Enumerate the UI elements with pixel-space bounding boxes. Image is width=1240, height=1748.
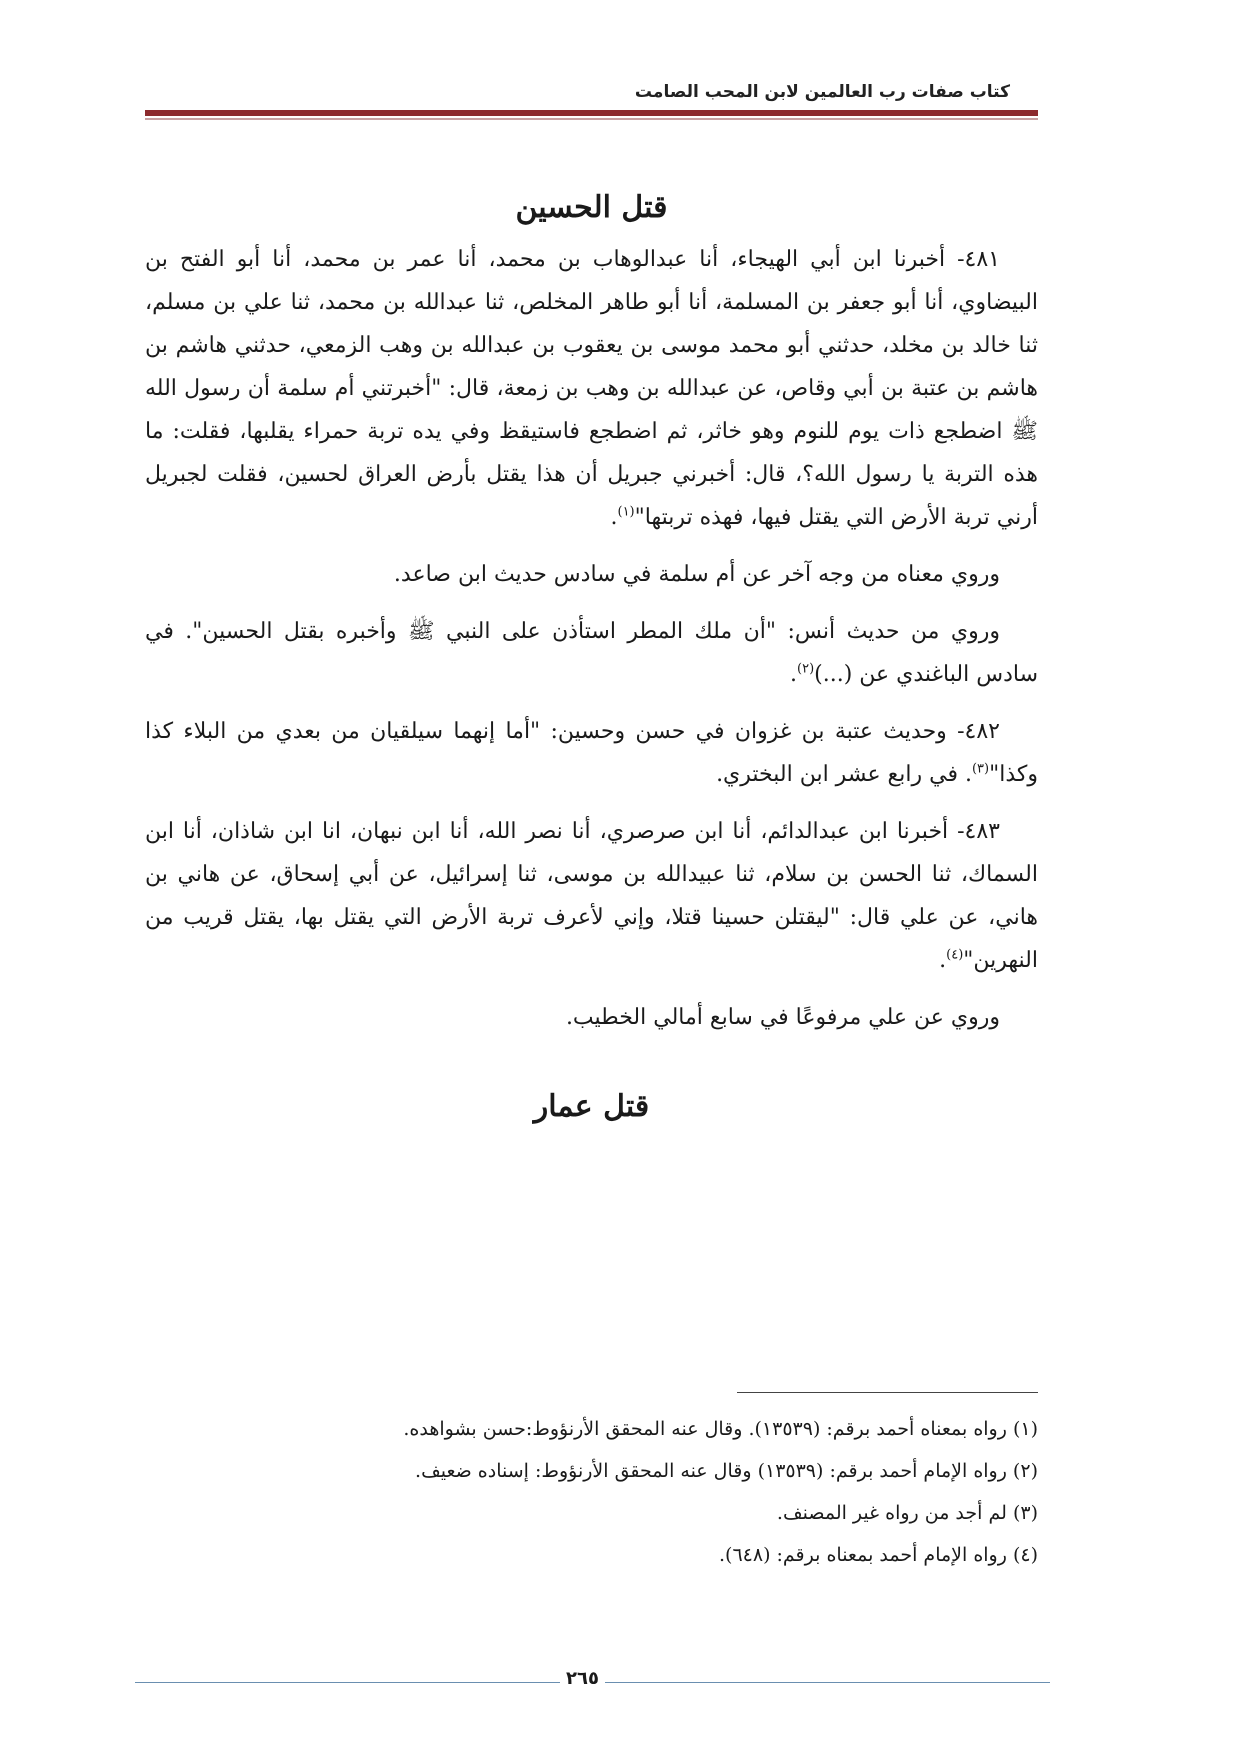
footnote-marker: (١) <box>617 504 635 520</box>
footnote-3: (٣) لم أجد من رواه غير المصنف. <box>776 1502 1038 1524</box>
header-rule <box>145 110 1038 116</box>
section-title-ammar: قتل عمار <box>533 1089 650 1124</box>
paragraph-text: وروي معناه من وجه آخر عن أم سلمة في سادس حديث ابن صاعد. <box>393 562 1000 587</box>
paragraph-tail: . <box>790 662 797 687</box>
paragraph-tail: . في رابع عشر ابن البختري. <box>716 762 972 787</box>
paragraph-text: وروي عن علي مرفوعًا في سابع أمالي الخطيب. <box>565 1005 1000 1030</box>
footnote-4: (٤) رواه الإمام أحمد بمعناه برقم: (٦٤٨). <box>718 1544 1038 1566</box>
header-rule-thin <box>145 118 1038 120</box>
main-content <box>145 178 1038 1137</box>
footnote-1: (١) رواه بمعناه أحمد برقم: (١٣٥٣٩). وقال عنه المحقق الأرنؤوط:حسن بشواهده. <box>403 1418 1038 1440</box>
paragraph-text: ٤٨١- أخبرنا ابن أبي الهيجاء، أنا عبدالوهاب بن محمد، أنا عمر بن محمد، أنا أبو الفتح بن البيضاوي، أنا أبو جعفر بن المسلمة، أنا أبو طاهر المخلص، ثنا عبدالله بن محمد، ثنا علي بن مسلم، ثنا خالد بن مخلد، حدثني أبو محمد موسى بن يعقوب بن عبدالله بن وهب الزمعي، حدثني هاشم بن هاشم بن عتبة بن أبي وقاص، عن عبدالله بن وهب بن زمعة، قال: "أخبرتني أم سلمة أن رسول الله ﷺ اضطجع ذات يوم للنوم وهو خاثر، ثم اضطجع فاستيقظ وفي يده تربة حمراء يقلبها، فقلت: ما هذه التربة يا رسول الله؟، قال: أخبرني جبريل أن هذا يقتل بأرض العراق لحسين، فقلت لجبريل أرني تربة الأرض التي يقتل فيها، فهذه تربتها" <box>145 247 1038 530</box>
hadith-paragraph-482 <box>145 710 1038 796</box>
running-header-title: كتاب صفات رب العالمين لابن المحب الصامت <box>634 82 1010 102</box>
footnote-marker: (٤) <box>946 947 964 963</box>
page-number: ٢٦٥ <box>566 1668 599 1689</box>
footnote-marker: (٢) <box>797 661 815 677</box>
footnote-separator <box>737 1392 1038 1393</box>
paragraph-ali-narration <box>145 996 1038 1039</box>
hadith-paragraph-481 <box>145 238 1038 539</box>
paragraph-text: ٤٨٢- وحديث عتبة بن غزوان في حسن وحسين: "أما إنهما سيلقيان من بعدي من البلاء كذا وكذا" <box>145 719 1038 787</box>
footer-rule-left <box>135 1682 560 1683</box>
paragraph-anas-narration <box>145 610 1038 696</box>
paragraph-narration-note <box>145 553 1038 596</box>
paragraph-text: ٤٨٣- أخبرنا ابن عبدالدائم، أنا ابن صرصري، أنا نصر الله، أنا ابن نبهان، انا ابن شاذان، أنا ابن السماك، ثنا الحسن بن سلام، ثنا عبيدالله بن موسى، ثنا إسرائيل، عن أبي إسحاق، عن هاني بن هاني، عن علي قال: "ليقتلن حسينا قتلا، وإني لأعرف تربة الأرض التي يقتل بها، يقتل قريب من النهرين" <box>145 819 1038 973</box>
footnote-marker: (٣) <box>971 761 990 777</box>
paragraph-tail: . <box>939 948 947 973</box>
hadith-paragraph-483 <box>145 810 1038 982</box>
paragraph-text: وروي من حديث أنس: "أن ملك المطر استأذن على النبي ﷺ وأخبره بقتل الحسين". في سادس الباغندي عن (...) <box>145 619 1038 687</box>
footnotes <box>145 1408 1038 1576</box>
paragraph-tail: . <box>610 505 618 530</box>
footer-rule-right <box>605 1682 1050 1683</box>
section-title-husayn: قتل الحسين <box>515 190 668 225</box>
footnote-2: (٢) رواه الإمام أحمد برقم: (١٣٥٣٩) وقال عنه المحقق الأرنؤوط: إسناده ضعيف. <box>415 1460 1038 1482</box>
